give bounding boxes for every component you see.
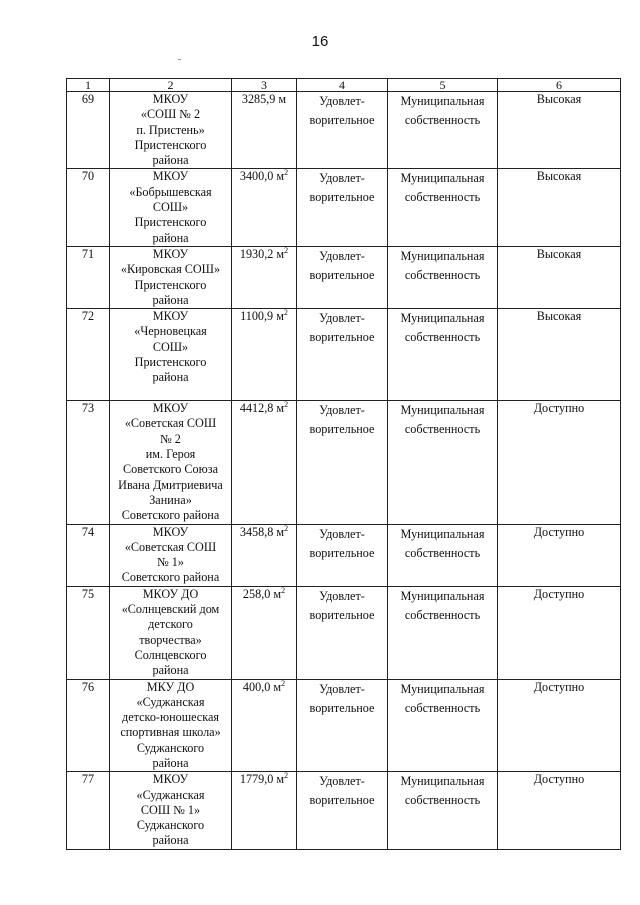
condition-cell <box>297 92 388 169</box>
facility-name-line: района <box>152 833 189 848</box>
area-value: 1779,0 м <box>239 772 285 787</box>
area-unit-exponent: 2 <box>284 524 289 533</box>
condition-line: Удовлет- <box>319 171 365 186</box>
facility-name-line: района <box>152 663 189 678</box>
table-row <box>67 92 621 169</box>
area-cell <box>232 679 297 772</box>
condition-line: Удовлет- <box>319 403 365 418</box>
table-body <box>67 92 621 850</box>
area-value: 3285,9 м <box>241 92 287 106</box>
table-row <box>67 246 621 308</box>
accessibility-value: Доступно <box>533 524 585 539</box>
accessibility-cell <box>498 246 621 308</box>
facility-name-line: им. Героя <box>145 447 196 462</box>
ownership-cell <box>388 169 498 246</box>
area-unit-exponent: 2 <box>283 308 288 318</box>
area-value: 3400,0 м <box>239 169 285 184</box>
condition-line: ворительное <box>309 545 375 560</box>
ownership-line: собственность <box>404 267 481 282</box>
accessibility-value: Доступно <box>533 401 585 416</box>
condition-line: Удовлет- <box>319 94 365 108</box>
area-cell <box>232 524 297 586</box>
facility-name-line: Солнцевского <box>134 647 207 662</box>
condition-line: ворительное <box>309 607 375 622</box>
facility-name-line: детского <box>148 617 193 632</box>
facility-name-line: СОШ» <box>152 200 189 215</box>
accessibility-value: Доступно <box>533 586 585 601</box>
table-row <box>67 169 621 246</box>
area-unit-exponent: 2 <box>284 771 289 781</box>
area-value: 400,0 м <box>242 679 282 694</box>
accessibility-value: Доступно <box>533 679 585 694</box>
ownership-line: собственность <box>404 793 481 808</box>
ownership-line: Муниципальная <box>400 171 485 186</box>
facility-name-line: района <box>152 153 189 168</box>
accessibility-cell <box>498 772 621 850</box>
ownership-line: собственность <box>404 545 481 560</box>
condition-line: Удовлет- <box>319 588 365 603</box>
condition-line: ворительное <box>309 700 375 715</box>
column-header: 4 <box>297 79 388 92</box>
ownership-line: собственность <box>404 422 481 437</box>
facility-name-line: «Суджанская <box>136 787 205 802</box>
accessibility-value: Высокая <box>536 246 582 261</box>
row-number-cell <box>67 524 110 586</box>
table-row <box>67 679 621 772</box>
area-value: 3458,8 м <box>239 524 285 539</box>
accessibility-cell <box>498 401 621 524</box>
facility-name-line: № 1» <box>157 555 184 570</box>
table-header-row <box>67 79 621 92</box>
facility-name-line: МКОУ <box>152 92 189 106</box>
area-cell <box>232 401 297 524</box>
area-unit-exponent: 2 <box>284 246 289 255</box>
facility-name-line: МКОУ <box>152 524 189 539</box>
row-number-cell <box>67 92 110 169</box>
condition-line: ворительное <box>309 267 375 282</box>
area-cell <box>232 772 297 850</box>
condition-line: ворительное <box>309 330 375 345</box>
facility-name-line: детско-юношеская <box>122 710 219 725</box>
facility-name-line: района <box>152 370 189 385</box>
condition-line: ворительное <box>309 422 375 437</box>
ownership-line: Муниципальная <box>400 681 485 696</box>
accessibility-cell <box>498 586 621 679</box>
facilities-table <box>66 78 621 850</box>
accessibility-value: Высокая <box>536 169 582 184</box>
accessibility-value: Доступно <box>533 772 585 787</box>
facility-name-cell <box>110 524 232 586</box>
condition-line: Удовлет- <box>319 681 365 696</box>
column-header: 5 <box>388 79 498 92</box>
condition-line: Удовлет- <box>319 526 365 541</box>
column-header: 2 <box>110 79 232 92</box>
facility-name-line: МКОУ <box>152 401 189 416</box>
condition-line: ворительное <box>309 113 375 127</box>
row-number: 70 <box>81 169 95 184</box>
facility-name-cell <box>110 92 232 169</box>
ownership-line: Муниципальная <box>400 94 485 108</box>
table-row <box>67 309 621 401</box>
column-header: 1 <box>67 79 110 92</box>
accessibility-cell <box>498 309 621 401</box>
accessibility-cell <box>498 679 621 772</box>
condition-cell <box>297 586 388 679</box>
ownership-line: Муниципальная <box>400 311 485 326</box>
table-row <box>67 401 621 524</box>
facility-name-cell <box>110 772 232 850</box>
facility-name-cell <box>110 169 232 246</box>
facility-name-line: «Советская СОШ <box>124 539 217 554</box>
facility-name-cell <box>110 246 232 308</box>
scan-artifact <box>178 59 181 60</box>
area-cell <box>232 92 297 169</box>
table-row <box>67 772 621 850</box>
ownership-line: Муниципальная <box>400 774 485 789</box>
facility-name-line: творчества» <box>139 632 202 647</box>
accessibility-cell <box>498 524 621 586</box>
area-cell <box>232 586 297 679</box>
facility-name-line: Пристенского <box>134 215 207 230</box>
column-header: 6 <box>498 79 621 92</box>
row-number: 76 <box>81 679 95 694</box>
ownership-cell <box>388 401 498 524</box>
facility-name-line: «Солнцевский дом <box>121 602 220 617</box>
facility-name-line: МКОУ <box>152 246 189 261</box>
area-unit-exponent: 2 <box>284 168 289 178</box>
condition-cell <box>297 524 388 586</box>
accessibility-cell <box>498 92 621 169</box>
facility-name-line: СОШ № 1» <box>140 802 201 817</box>
area-cell <box>232 309 297 401</box>
facility-name-cell <box>110 401 232 524</box>
facility-name-line: МКОУ <box>152 169 189 184</box>
area-value: 1100,9 м <box>240 309 284 324</box>
facility-name-line: МКОУ <box>152 309 189 324</box>
accessibility-cell <box>498 169 621 246</box>
facility-name-cell <box>110 679 232 772</box>
facility-name-cell <box>110 586 232 679</box>
table-row <box>67 524 621 586</box>
condition-cell <box>297 169 388 246</box>
facility-name-line: п. Пристень» <box>136 122 205 137</box>
ownership-cell <box>388 309 498 401</box>
area-cell <box>232 246 297 308</box>
page-number: 16 <box>311 33 329 50</box>
row-number-cell <box>67 401 110 524</box>
condition-line: ворительное <box>309 793 375 808</box>
row-number: 71 <box>81 246 95 261</box>
facility-name-line: «Кировская СОШ» <box>120 262 221 277</box>
facility-name-line: Ивана Дмитриевича <box>118 477 223 492</box>
facility-name-cell <box>110 309 232 401</box>
ownership-cell <box>388 524 498 586</box>
area-value: 1930,2 м <box>239 246 285 261</box>
facility-name-line: Занина» <box>149 492 192 507</box>
row-number-cell <box>67 772 110 850</box>
row-number-cell <box>67 679 110 772</box>
condition-cell <box>297 309 388 401</box>
facility-name-line: «СОШ № 2 <box>140 107 201 122</box>
ownership-cell <box>388 92 498 169</box>
condition-line: Удовлет- <box>319 311 365 326</box>
condition-line: Удовлет- <box>319 774 365 789</box>
row-number: 77 <box>81 772 95 787</box>
ownership-cell <box>388 679 498 772</box>
row-number-cell <box>67 246 110 308</box>
accessibility-value: Высокая <box>536 309 582 324</box>
area-unit-exponent: 2 <box>284 400 289 410</box>
facility-name-line: «Суджанская <box>136 694 205 709</box>
area-value: 258,0 м <box>242 586 282 601</box>
ownership-line: Муниципальная <box>400 526 485 541</box>
area-unit-exponent: 2 <box>281 679 286 688</box>
ownership-line: собственность <box>404 330 481 345</box>
ownership-line: собственность <box>404 607 481 622</box>
row-number-cell <box>67 169 110 246</box>
row-number-cell <box>67 586 110 679</box>
facility-name-line: района <box>152 230 189 245</box>
facility-name-line: МКОУ <box>152 772 189 787</box>
facility-name-line: Советского района <box>121 508 220 523</box>
condition-cell <box>297 401 388 524</box>
ownership-cell <box>388 772 498 850</box>
row-number: 75 <box>81 586 95 601</box>
row-number: 73 <box>81 401 95 416</box>
ownership-line: Муниципальная <box>400 403 485 418</box>
facility-name-line: СОШ» <box>152 339 189 354</box>
column-header: 3 <box>232 79 297 92</box>
facility-name-line: Пристенского <box>134 137 207 152</box>
accessibility-value: Высокая <box>536 92 582 106</box>
facility-name-line: района <box>152 755 189 770</box>
facility-name-line: МКОУ ДО <box>142 586 199 601</box>
facility-name-line: МКУ ДО <box>146 679 195 694</box>
ownership-cell <box>388 246 498 308</box>
area-unit-exponent: 2 <box>281 586 286 595</box>
condition-line: Удовлет- <box>319 248 365 263</box>
ownership-cell <box>388 586 498 679</box>
row-number: 69 <box>81 92 95 106</box>
condition-line: ворительное <box>309 190 375 205</box>
facility-name-line: Пристенского <box>134 355 207 370</box>
row-number: 74 <box>81 524 95 539</box>
area-cell <box>232 169 297 246</box>
area-value: 4412,8 м <box>239 401 285 416</box>
facility-name-line: Советского района <box>121 570 220 585</box>
facility-name-line: № 2 <box>160 431 181 446</box>
ownership-line: собственность <box>404 113 481 127</box>
condition-cell <box>297 772 388 850</box>
facility-name-line: Суджанского <box>136 740 205 755</box>
facility-name-line: «Черновецкая <box>134 324 207 339</box>
facility-name-line: района <box>152 292 189 307</box>
facility-name-line: спортивная школа» <box>120 725 221 740</box>
facility-name-line: Суджанского <box>136 818 205 833</box>
row-number: 72 <box>81 309 95 324</box>
ownership-line: Муниципальная <box>400 588 485 603</box>
condition-cell <box>297 246 388 308</box>
ownership-line: собственность <box>404 700 481 715</box>
row-number-cell <box>67 309 110 401</box>
facility-name-line: Пристенского <box>134 277 207 292</box>
facility-name-line: «Советская СОШ <box>124 416 217 431</box>
facility-name-line: Советского Союза <box>123 462 218 477</box>
ownership-line: Муниципальная <box>400 248 485 263</box>
table-row <box>67 586 621 679</box>
ownership-line: собственность <box>404 190 481 205</box>
facility-name-line: «Бобрышевская <box>129 184 212 199</box>
condition-cell <box>297 679 388 772</box>
